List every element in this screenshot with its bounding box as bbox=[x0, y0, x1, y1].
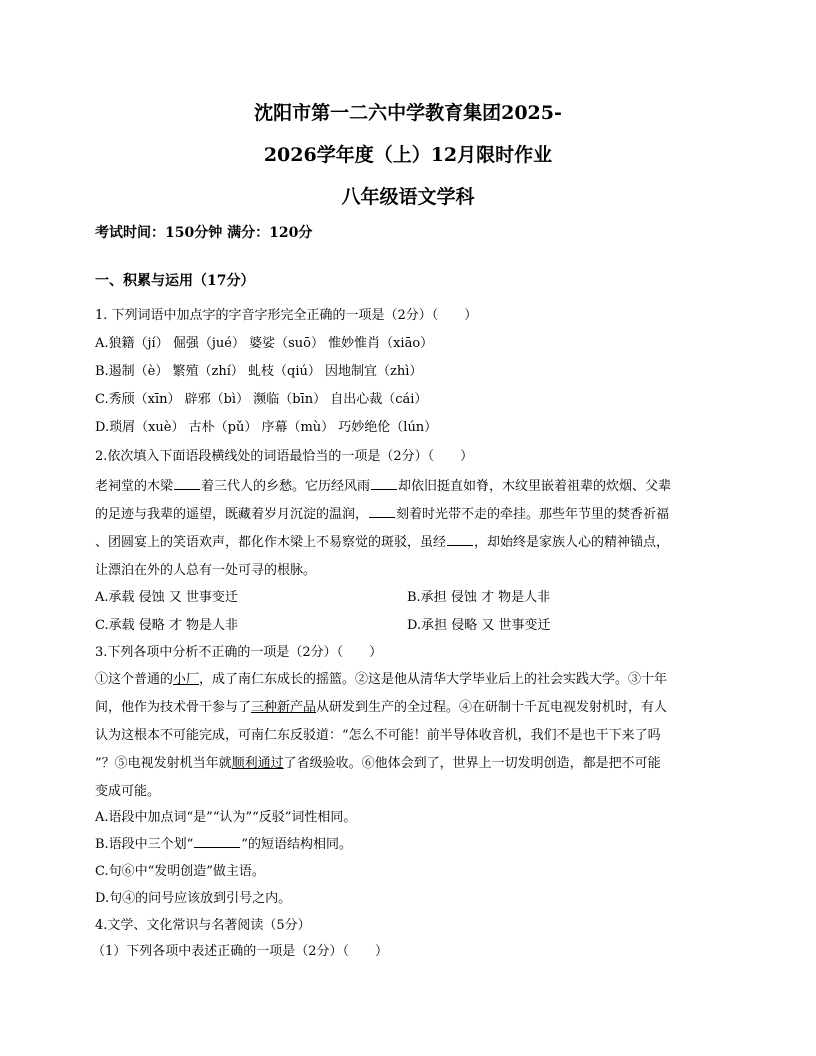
passage-text: 老祠堂的木梁 bbox=[95, 479, 174, 494]
underlined-phrase: 顺利通过 bbox=[231, 756, 284, 771]
question-3-passage-line-2 bbox=[95, 696, 667, 715]
underline-mark bbox=[194, 835, 240, 848]
section-heading: 一、积累与运用（17分） bbox=[95, 273, 255, 289]
question-2-option-a: A.承载 侵蚀 又 世事变迁 bbox=[95, 590, 238, 605]
question-2-option-d: D.承担 侵略 又 世事变迁 bbox=[407, 618, 551, 633]
question-3-passage-line-5: 变成可能。 bbox=[95, 784, 161, 799]
passage-text: 的足迹与我辈的遥望，既藏着岁月沉淀的温润， bbox=[95, 507, 369, 522]
question-3-option-c: C.句⑥中“发明创造”做主语。 bbox=[95, 864, 265, 879]
fill-blank bbox=[174, 477, 200, 490]
passage-text: ，却始终是家族人心的精神锚点， bbox=[474, 535, 670, 550]
fill-blank bbox=[369, 505, 395, 518]
question-4-stem: 4.文学、文化常识与名著阅读（5分） bbox=[95, 918, 311, 933]
question-2-option-b: B.承担 侵蚀 才 物是人非 bbox=[407, 590, 551, 605]
passage-text: 了省级验收。⑥他体会到了，世界上一切发明创造，都是把不可能 bbox=[283, 756, 661, 771]
question-1-stem: 1. 下列词语中加点字的字音字形完全正确的一项是（2分）（ ） bbox=[95, 308, 478, 323]
question-3-passage-line-3: 认为这根本不可能完成，可南仁东反驳道：“怎么不可能！前半导体收音机，我们不是也干下来了吗 bbox=[95, 728, 661, 743]
fill-blank bbox=[371, 477, 397, 490]
question-3-passage-line-1 bbox=[95, 668, 667, 687]
underlined-phrase: 三种新产品 bbox=[251, 700, 317, 715]
fill-blank bbox=[447, 533, 473, 546]
underlined-phrase: 小厂 bbox=[173, 672, 200, 687]
passage-text: ”？⑤电视发射机当年就 bbox=[95, 756, 232, 771]
passage-text: 从研发到生产的全过程。④在研制十千瓦电视发射机时，有人 bbox=[316, 700, 668, 715]
title-line-3: 八年级语文学科 bbox=[341, 186, 475, 208]
question-2-passage-line-3 bbox=[95, 531, 669, 550]
option-text: B.语段中三个划“ bbox=[95, 837, 194, 852]
passage-text: ，成了南仁东成长的摇篮。②这是他从清华大学毕业后上的社会实践大学。③十年 bbox=[199, 672, 668, 687]
question-3-passage-line-4 bbox=[95, 752, 661, 771]
question-3-option-b bbox=[95, 833, 352, 852]
passage-text: 着三代人的乡愁。它历经风雨 bbox=[201, 479, 371, 494]
question-2-passage-line-1 bbox=[95, 475, 671, 494]
question-2-stem: 2.依次填入下面语段横线处的词语最恰当的一项是（2分）（ ） bbox=[95, 449, 474, 464]
passage-text: 却依旧挺直如脊，木纹里嵌着祖辈的炊烟、父辈 bbox=[398, 479, 672, 494]
passage-text: 刻着时光带不走的牵挂。那些年节里的焚香祈福 bbox=[396, 507, 670, 522]
question-2-option-c: C.承载 侵略 才 物是人非 bbox=[95, 618, 239, 633]
option-text: ”的短语结构相同。 bbox=[241, 837, 352, 852]
question-1-option-d: D.琐屑（xuè） 古朴（pǔ） 序幕（mù） 巧妙绝伦（lún） bbox=[95, 420, 438, 435]
question-3-option-a: A.语段中加点词“是”“认为”“反驳”词性相同。 bbox=[95, 810, 357, 825]
question-3-stem: 3.下列各项中分析不正确的一项是（2分）（ ） bbox=[95, 645, 383, 660]
question-3-option-d: D.句④的问号应该放到引号之内。 bbox=[95, 891, 292, 906]
passage-text: 间，他作为技术骨干参与了 bbox=[95, 700, 252, 715]
passage-text: ①这个普通的 bbox=[95, 672, 174, 687]
title-line-2: 2026学年度（上）12月限时作业 bbox=[263, 144, 553, 166]
question-2-passage-line-4: 让漂泊在外的人总有一处可寻的根脉。 bbox=[95, 563, 317, 578]
question-1-option-c: C.秀颀（xīn） 辟邪（bì） 濒临（bīn） 自出心裁（cái） bbox=[95, 392, 428, 407]
passage-text: 、团圆宴上的笑语欢声，都化作木梁上不易察觉的斑驳，虽经 bbox=[95, 535, 447, 550]
title-line-1: 沈阳市第一二六中学教育集团2025- bbox=[254, 102, 562, 124]
question-1-option-b: B.遏制（è） 繁殖（zhí） 虬枝（qiú） 因地制宜（zhì） bbox=[95, 364, 423, 379]
exam-info: 考试时间：150分钟 满分：120分 bbox=[95, 225, 313, 241]
question-2-passage-line-2 bbox=[95, 503, 669, 522]
question-1-option-a: A.狼籍（jí） 倔强（jué） 婆娑（suō） 惟妙惟肖（xiāo） bbox=[95, 336, 434, 351]
question-4-sub-1: （1）下列各项中表述正确的一项是（2分）（ ） bbox=[92, 944, 389, 959]
